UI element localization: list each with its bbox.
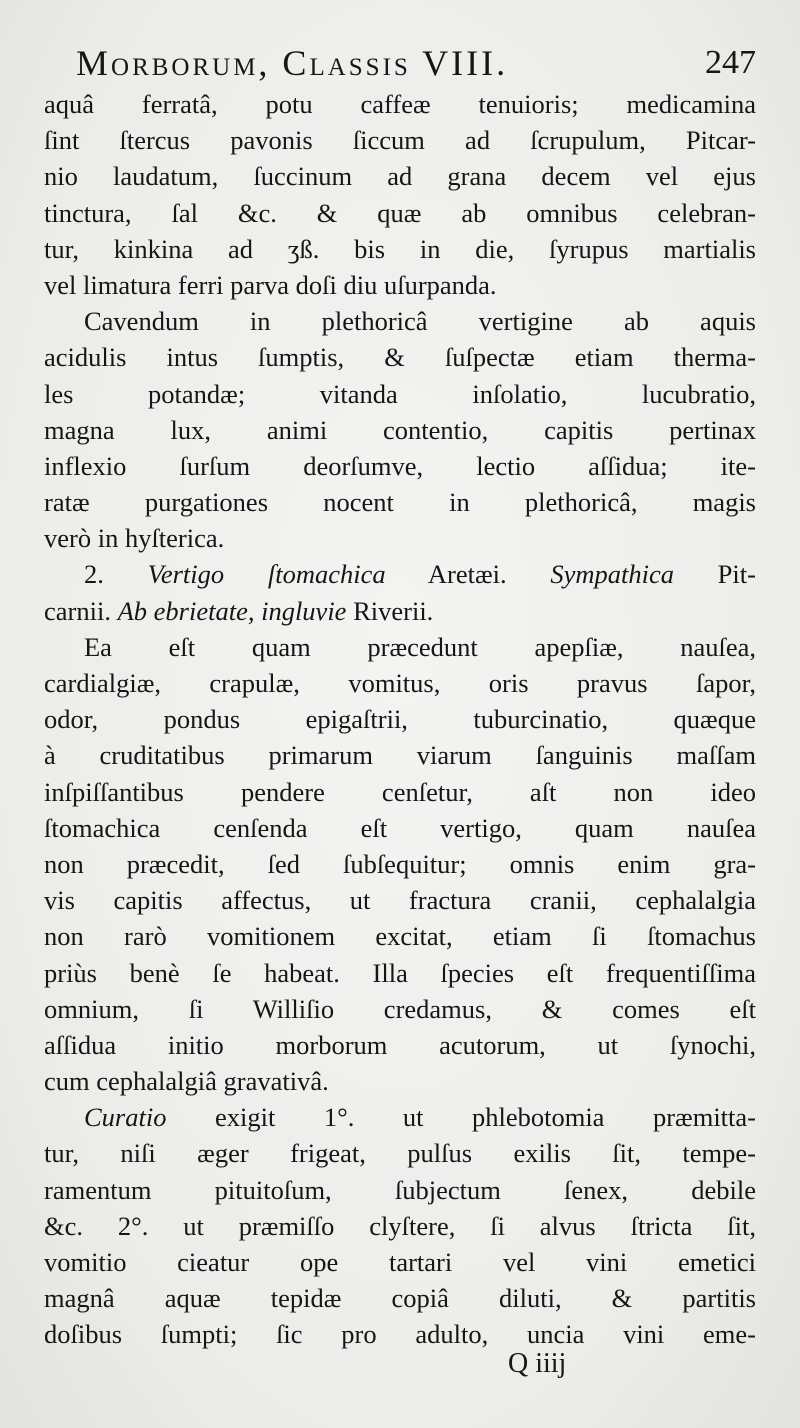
text-line: cum cephalalgiâ gravativâ.: [44, 1066, 329, 1097]
signature-mark: Q iiij: [508, 1348, 567, 1379]
text-line: non præcedit, ſed ſubſequitur; omnis enim gra-: [44, 848, 756, 879]
species-synonym-2: Ab ebrietate, ingluvie: [117, 595, 347, 626]
text-line: Cavendum in plethoricâ vertigine ab aquis: [84, 306, 756, 337]
text-line: vomitio cieatur ope tartari vel vini emetici: [44, 1247, 756, 1277]
text-line: vel limatura ferri parva doſi diu uſurpanda.: [44, 269, 497, 300]
curatio-line: [44, 1099, 756, 1135]
species-line2-author: carnii.: [44, 595, 118, 626]
text-line: tur, niſi æger frigeat, pulſus exilis ſit, tempe-: [44, 1138, 756, 1169]
text-line: vis capitis affectus, ut fractura cranii, cephalalgia: [44, 885, 756, 916]
text-line: aſſidua initio morborum acutorum, ut ſynochi,: [44, 1029, 756, 1060]
text-line: omnium, ſi Williſio credamus, & comes eſt: [44, 993, 756, 1024]
running-head: Morborum, Classis VIII.: [76, 43, 509, 83]
text-line: priùs benè ſe habeat. Illa ſpecies eſt frequentiſſima: [44, 957, 756, 988]
text-line: ſint ſtercus pavonis ſiccum ad ſcrupulum, Pitcar-: [44, 125, 756, 156]
text-line: tinctura, ſal &c. & quæ ab omnibus celebran-: [44, 197, 756, 228]
text-line: &c. 2°. ut præmiſſo clyſtere, ſi alvus ſtricta ſit,: [44, 1210, 756, 1241]
text-line: tur, kinkina ad ʒß. bis in die, ſyrupus martialis: [44, 233, 756, 264]
curatio-word: Curatio: [84, 1102, 167, 1133]
text-line: magna lux, animi contentio, capitis pertinax: [44, 414, 756, 445]
text-line: à cruditatibus primarum viarum ſanguinis maſſam: [44, 740, 756, 771]
species-name: Vertigo ſtomachica: [147, 559, 386, 590]
text-line: non rarò vomitionem excitat, etiam ſi ſtomachus: [44, 921, 756, 952]
text-line: aquâ ferratâ, potu caffeæ tenuioris; medicamina: [44, 89, 756, 119]
text-line: cardialgiæ, crapulæ, vomitus, oris pravus ſapor,: [44, 668, 756, 698]
text-line: magnâ aquæ tepidæ copiâ diluti, & partitis: [44, 1283, 756, 1314]
body-text: [44, 86, 756, 1353]
species-author: Aretæi.: [385, 559, 551, 590]
text-line: les potandæ; vitanda inſolatio, lucubratio,: [44, 378, 756, 409]
text-line: inflexio ſurſum deorſumve, lectio aſſidua; ite-: [44, 450, 756, 481]
species-synonym-2-author: Riverii.: [346, 595, 434, 626]
text-line: ramentum pituitoſum, ſubjectum ſenex, debile: [44, 1174, 756, 1205]
text-line: verò in hyſterica.: [44, 523, 225, 554]
text-line: nio laudatum, ſuccinum ad grana decem vel ejus: [44, 161, 756, 192]
text-line: Ea eſt quam præcedunt apepſiæ, nauſea,: [84, 631, 756, 662]
text-line: odor, pondus epigaſtrii, tuburcinatio, quæque: [44, 704, 756, 735]
text-line: acidulis intus ſumptis, & ſuſpectæ etiam therma-: [44, 342, 756, 373]
text-line: doſibus ſumpti; ſic pro adulto, uncia vini eme-: [44, 1319, 756, 1350]
page-header: [76, 42, 756, 92]
species-heading-line-1: [44, 556, 756, 592]
curatio-text: exigit 1°. ut phlebotomia præmitta-: [166, 1102, 756, 1133]
text-line: inſpiſſantibus pendere cenſetur, aſt non ideo: [44, 776, 756, 807]
text-line: ratæ purgationes nocent in plethoricâ, magis: [44, 487, 756, 518]
species-heading-line-2: [44, 593, 756, 629]
species-synonym: Sympathica: [550, 559, 674, 590]
species-number: 2.: [84, 559, 104, 590]
page-number: 247: [705, 44, 756, 81]
text-line: ſtomachica cenſenda eſt vertigo, quam nauſea: [44, 812, 756, 843]
species-synonym-author: Pit-: [673, 559, 756, 590]
